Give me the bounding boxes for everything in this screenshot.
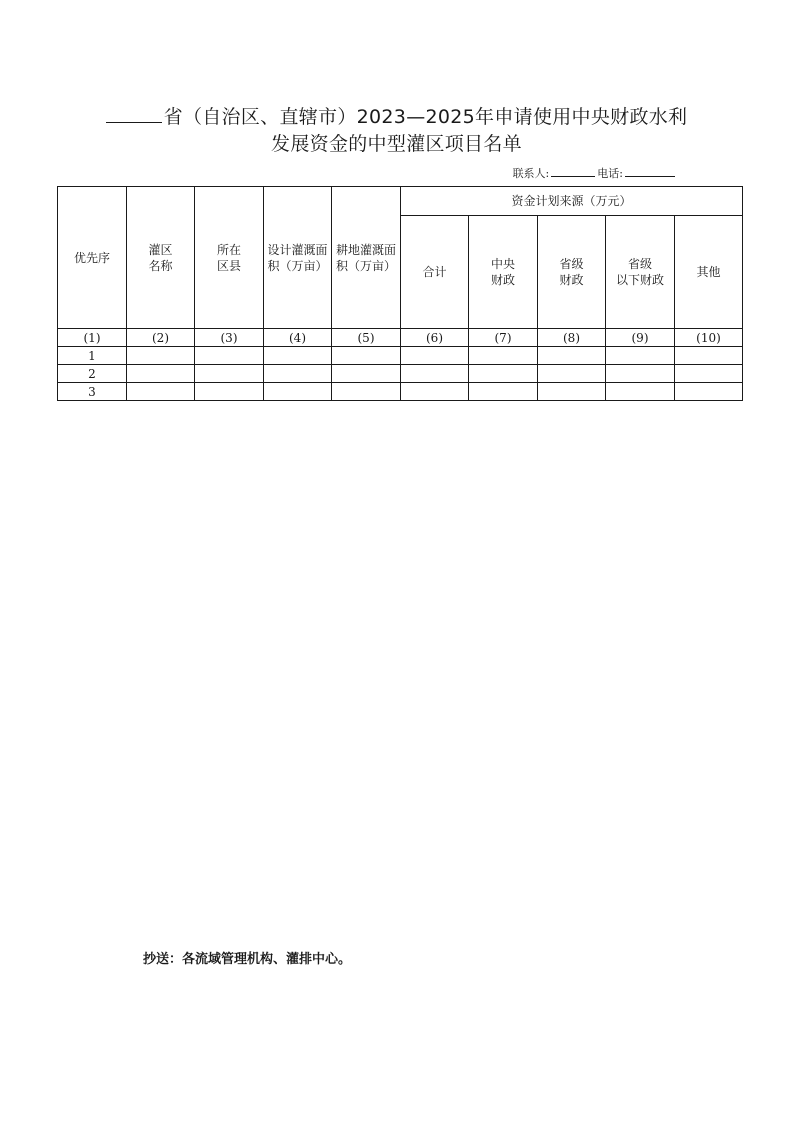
- header-county: 所在 区县: [195, 187, 264, 329]
- header-priority: 优先序: [58, 187, 127, 329]
- row-priority: 3: [58, 383, 127, 401]
- header-provincial-finance: 省级 财政: [538, 216, 606, 329]
- row-priority: 1: [58, 347, 127, 365]
- table-cell[interactable]: [469, 347, 538, 365]
- table-cell[interactable]: [195, 365, 264, 383]
- phone-label: 电话:: [597, 167, 623, 180]
- table-row: [58, 383, 743, 401]
- document-title-line1: 省（自治区、直辖市）2023—2025年申请使用中央财政水利: [40, 104, 753, 130]
- table-cell[interactable]: [606, 383, 675, 401]
- table-cell[interactable]: [606, 347, 675, 365]
- column-number-row: [58, 329, 743, 347]
- table-cell[interactable]: [606, 365, 675, 383]
- header-total: 合计: [401, 216, 469, 329]
- table-cell[interactable]: [195, 347, 264, 365]
- column-number: (2): [127, 329, 195, 347]
- table-cell[interactable]: [195, 383, 264, 401]
- project-list-table: [57, 186, 743, 401]
- column-number: (6): [401, 329, 469, 347]
- contact-person-field[interactable]: [551, 166, 595, 177]
- cc-footer: 抄送：各流域管理机构、灌排中心。: [143, 952, 352, 967]
- table-cell[interactable]: [264, 347, 332, 365]
- header-irrigation-name: 灌区 名称: [127, 187, 195, 329]
- column-number: (9): [606, 329, 675, 347]
- header-central-finance: 中央 财政: [469, 216, 538, 329]
- column-number: (1): [58, 329, 127, 347]
- table-cell[interactable]: [469, 383, 538, 401]
- header-sub-provincial-finance: 省级 以下财政: [606, 216, 675, 329]
- table-cell[interactable]: [332, 347, 401, 365]
- column-number: (3): [195, 329, 264, 347]
- table-cell[interactable]: [538, 347, 606, 365]
- table-cell[interactable]: [264, 365, 332, 383]
- contact-person-label: 联系人:: [512, 167, 550, 180]
- header-row-top: [58, 187, 743, 216]
- contact-line: [513, 165, 677, 181]
- table-cell[interactable]: [675, 365, 743, 383]
- table-cell[interactable]: [401, 383, 469, 401]
- header-design-area: 设计灌溉面积（万亩）: [264, 187, 332, 329]
- table-cell[interactable]: [538, 365, 606, 383]
- phone-field[interactable]: [625, 166, 675, 177]
- header-farmland-area: 耕地灌溉面积（万亩）: [332, 187, 401, 329]
- column-number: (7): [469, 329, 538, 347]
- table-cell[interactable]: [127, 365, 195, 383]
- table-cell[interactable]: [332, 383, 401, 401]
- column-number: (10): [675, 329, 743, 347]
- column-number: (8): [538, 329, 606, 347]
- document-title-line2: 发展资金的中型灌区项目名单: [271, 133, 522, 155]
- table-row: [58, 365, 743, 383]
- table-cell[interactable]: [332, 365, 401, 383]
- table-cell[interactable]: [538, 383, 606, 401]
- column-number: (4): [264, 329, 332, 347]
- table-cell[interactable]: [264, 383, 332, 401]
- table-cell[interactable]: [401, 365, 469, 383]
- row-priority: 2: [58, 365, 127, 383]
- column-number: (5): [332, 329, 401, 347]
- table-cell[interactable]: [401, 347, 469, 365]
- header-other: 其他: [675, 216, 743, 329]
- province-blank[interactable]: [106, 104, 162, 123]
- table-row: [58, 347, 743, 365]
- header-fund-source: 资金计划来源（万元）: [401, 187, 743, 216]
- table-cell[interactable]: [127, 383, 195, 401]
- table-cell[interactable]: [675, 347, 743, 365]
- table-cell[interactable]: [469, 365, 538, 383]
- table-cell[interactable]: [675, 383, 743, 401]
- table-cell[interactable]: [127, 347, 195, 365]
